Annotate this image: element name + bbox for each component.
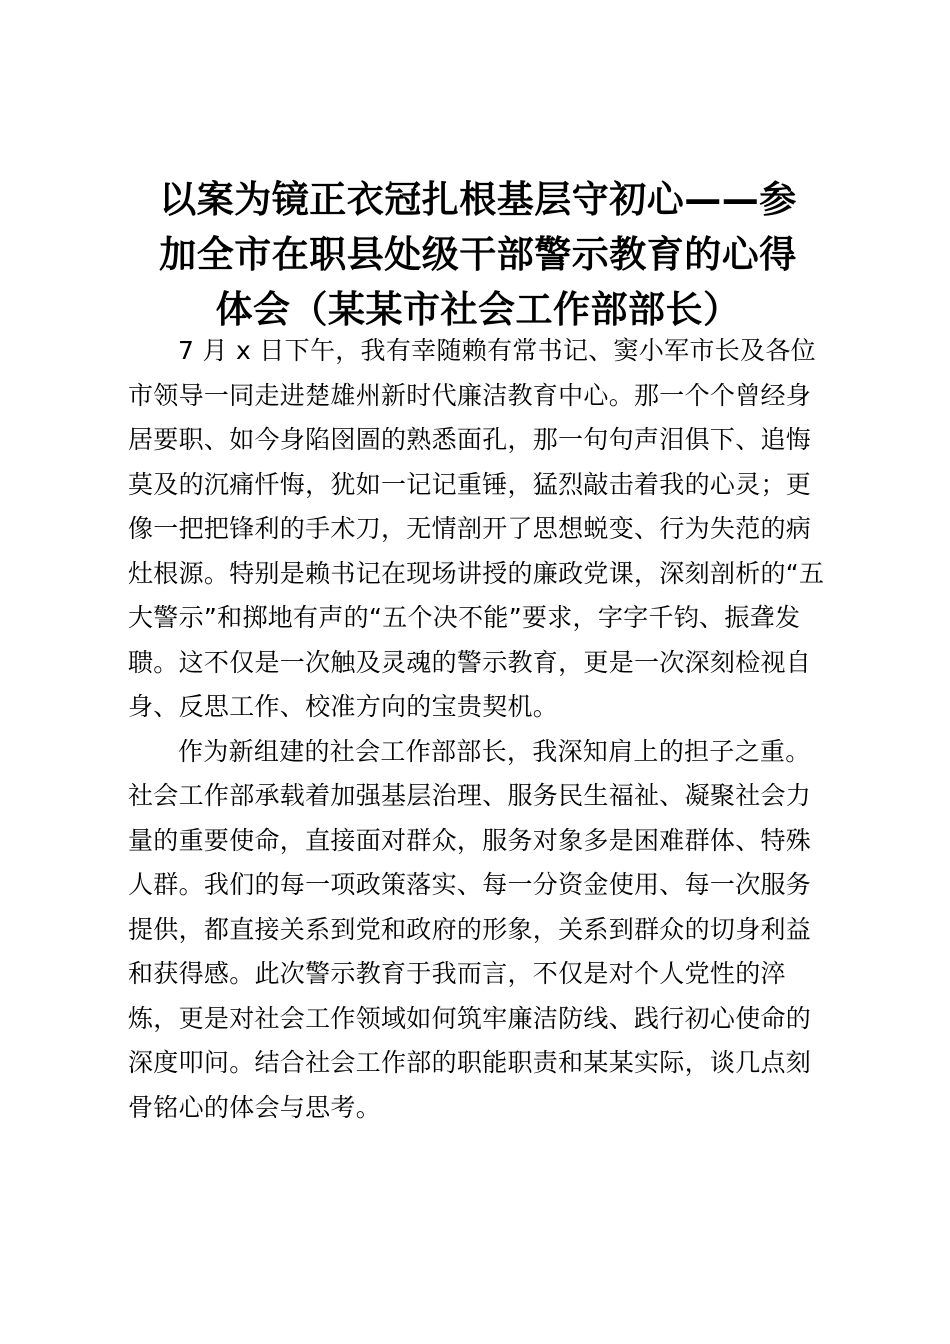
title-line: 加全市在职县处级干部警示教育的心得 [159,233,797,276]
text-line: 量的重要使命，直接面对群众，服务对象多是困难群体、特殊 [128,825,812,855]
text-line: 作为新组建的社会工作部部长，我深知肩上的担子之重。 [178,736,811,766]
title-line: 以案为镜正衣冠扎根基层守初心——参 [159,178,797,221]
text-line: 提供，都直接关系到党和政府的形象，关系到群众的切身利益 [128,914,812,944]
paragraph-1 [128,329,828,730]
text-line: 居要职、如今身陷囹圄的熟悉面孔，那一句句声泪俱下、追悔 [128,425,812,454]
text-line: 大警示”和掷地有声的“五个决不能”要求，字字千钧、振聋发 [128,603,801,632]
text-line: 聩。这不仅是一次触及灵魂的警示教育，更是一次深刻检视自 [128,647,812,677]
title-line: 体会（某某市社会工作部部长） [215,288,741,331]
text-line: 人群。我们的每一项政策落实、每一分资金使用、每一次服务 [128,870,812,899]
text-line: 炼，更是对社会工作领域如何筑牢廉洁防线、践行初心使命的 [128,1003,812,1033]
document-body [128,329,828,1130]
text-line: 像一把把锋利的手术刀，无情剖开了思想蜕变、行为失范的病 [128,514,812,543]
document-title [120,172,836,337]
text-line: 社会工作部承载着加强基层治理、服务民生福祉、凝聚社会力 [128,781,812,810]
text-line: 灶根源。特别是赖书记在现场讲授的廉政党课，深刻剖析的“五 [128,558,825,588]
text-line: 市领导一同走进楚雄州新时代廉洁教育中心。那一个个曾经身 [128,380,812,410]
paragraph-2 [128,730,828,1131]
text-line: 骨铭心的体会与思考。 [128,1092,382,1122]
text-line: 莫及的沉痛忏悔，犹如一记记重锤，猛烈敲击着我的心灵；更 [128,469,812,499]
text-line: 和获得感。此次警示教育于我而言，不仅是对个人党性的淬 [128,959,786,988]
text-line: 7 月 x 日下午，我有幸随赖有常书记、窦小军市长及各位 [178,336,816,365]
text-line: 身、反思工作、校准方向的宝贵契机。 [128,692,559,721]
text-line: 深度叩问。结合社会工作部的职能职责和某某实际，谈几点刻 [128,1048,812,1077]
